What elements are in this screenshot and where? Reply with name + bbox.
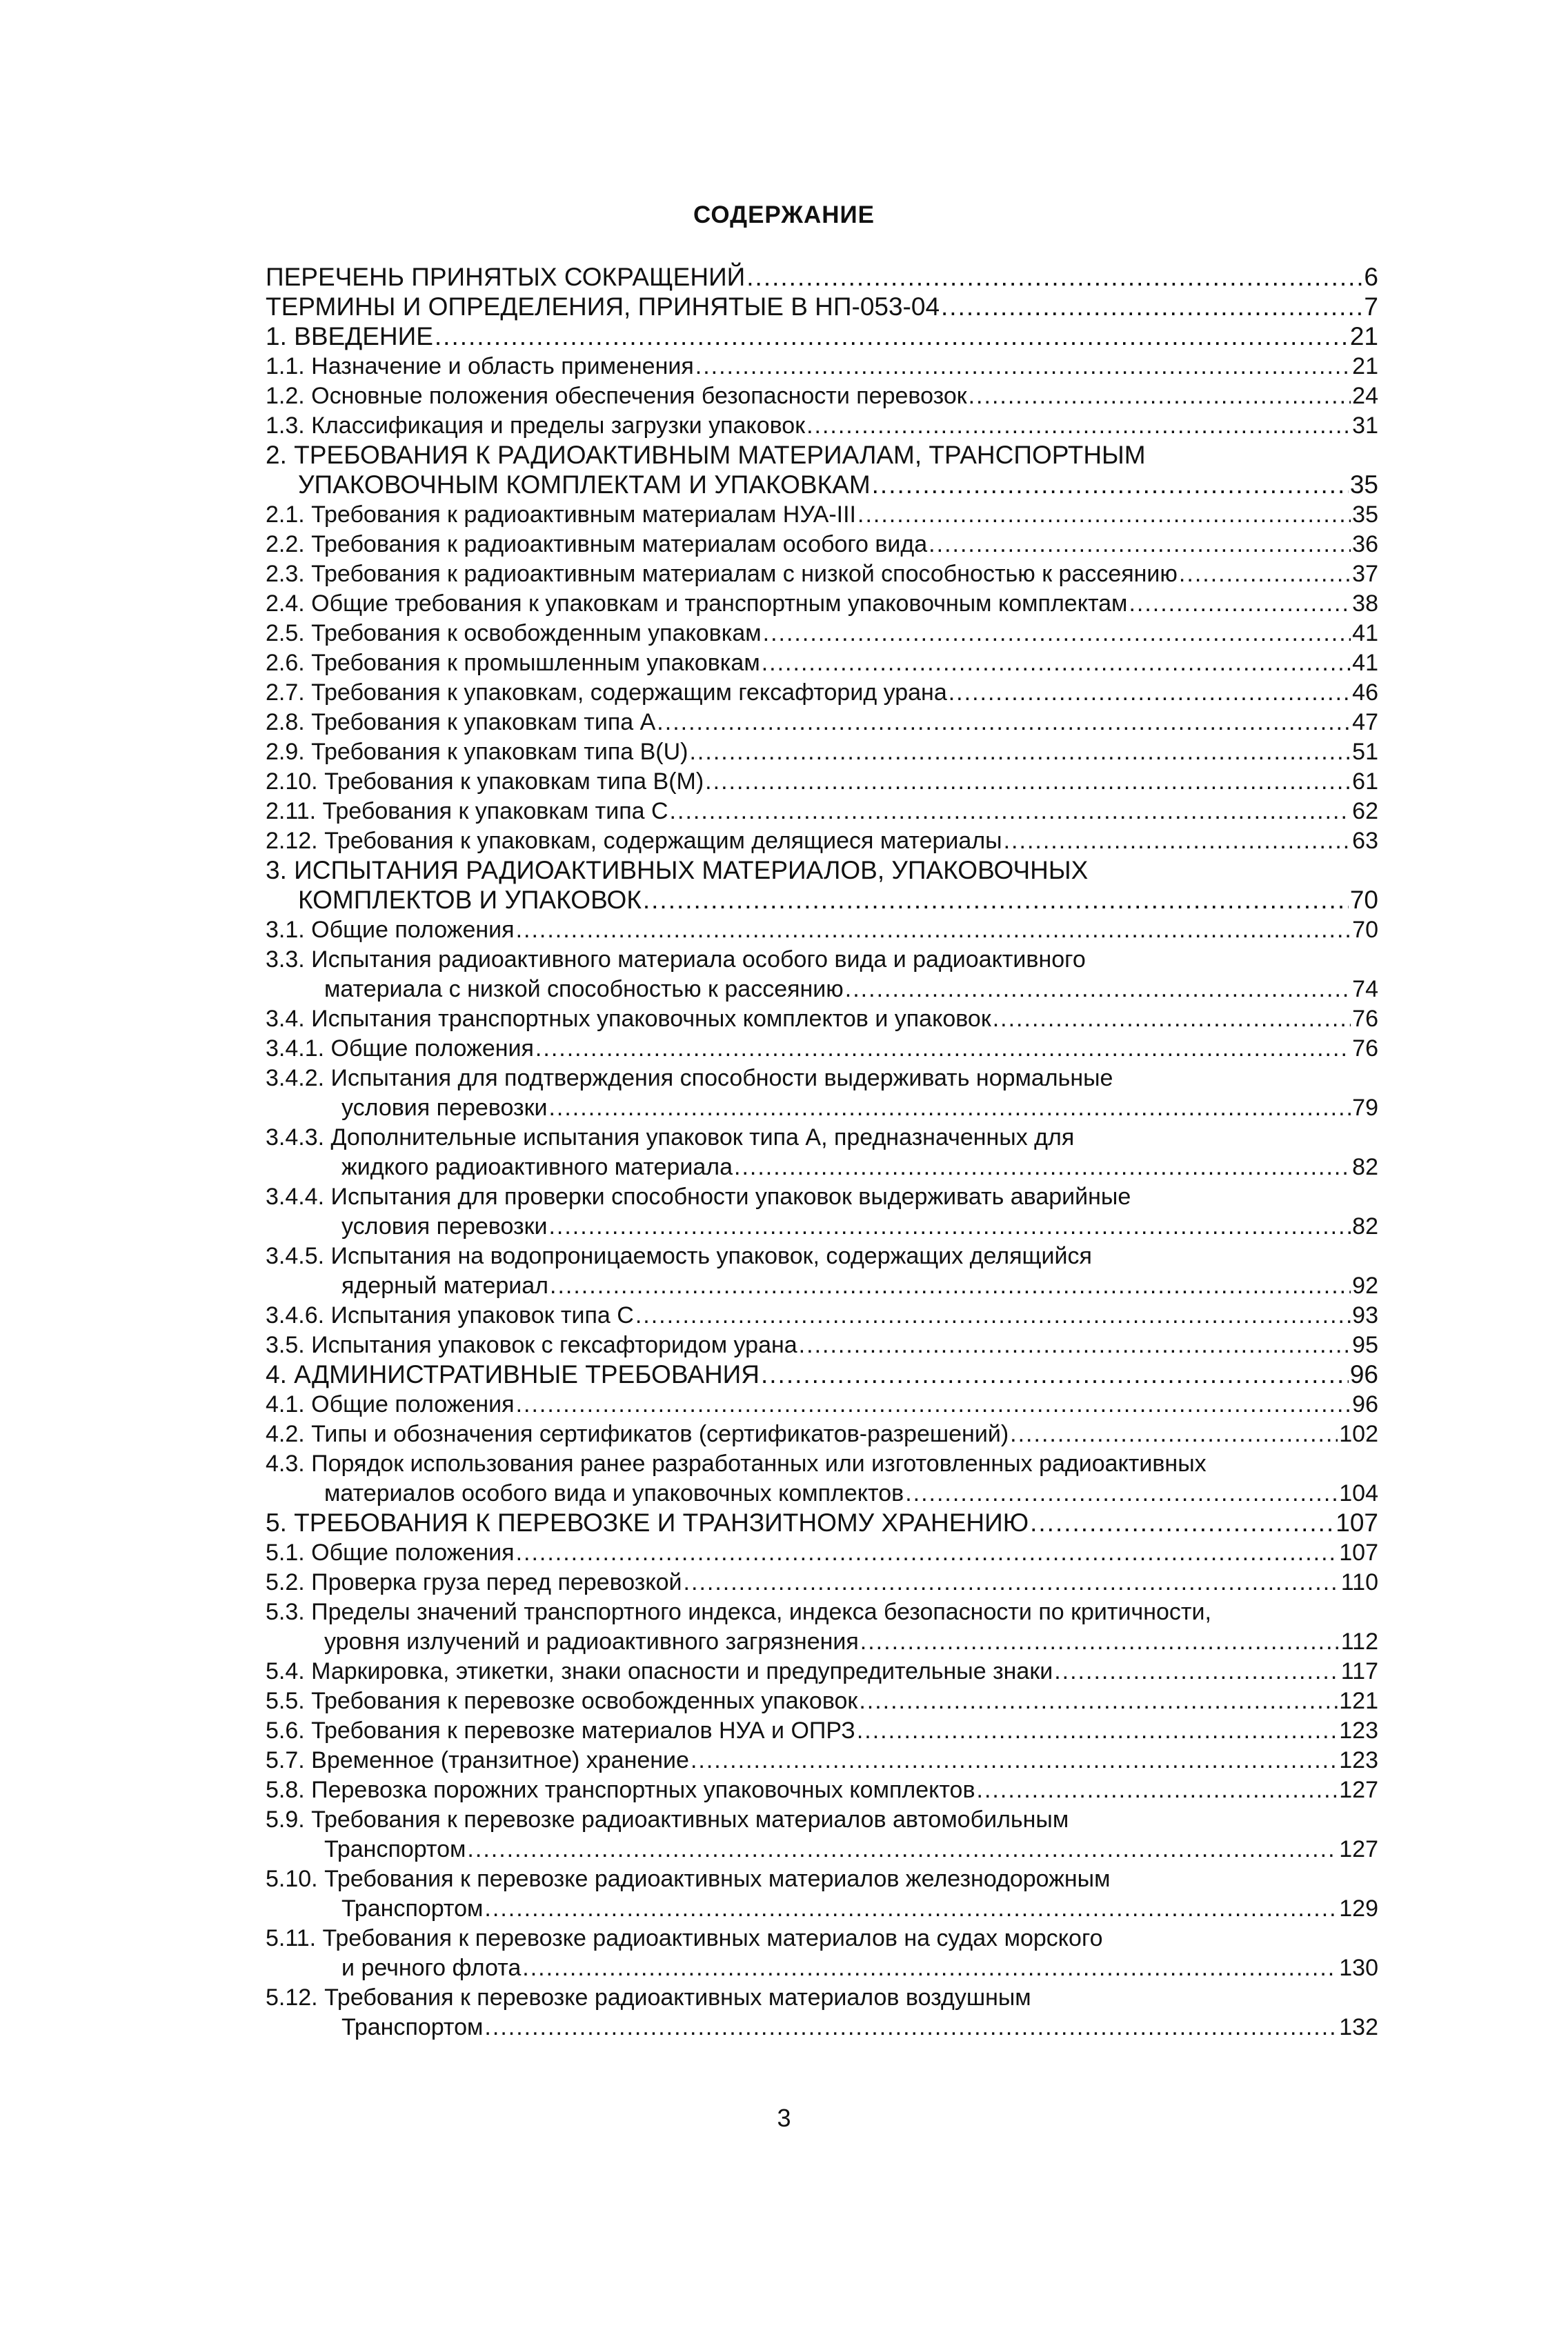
toc-entry	[341, 1211, 1378, 1242]
toc-entry-page: 24	[1352, 383, 1378, 409]
toc-dot-leader	[857, 499, 1351, 530]
toc-entry-title: 3.4.1. Общие положения	[266, 1035, 534, 1062]
toc-entry-title: условия перевозки	[341, 1095, 548, 1121]
toc-dot-leader	[872, 470, 1349, 500]
toc-entry	[266, 529, 1378, 559]
toc-entry	[266, 677, 1378, 708]
toc-entry	[266, 1537, 1378, 1568]
toc-entry-page: 7	[1364, 292, 1378, 321]
toc-entry	[266, 1864, 1111, 1894]
toc-entry	[266, 559, 1378, 589]
toc-entry-page: 37	[1352, 561, 1378, 587]
toc-entry-title: 5.9. Требования к перевозке радиоактивных материалов автомобильным	[266, 1806, 1069, 1833]
toc-entry-title: 5.10. Требования к перевозке радиоактивных материалов железнодорожным	[266, 1866, 1111, 1892]
toc-entry-title: 3. ИСПЫТАНИЯ РАДИОАКТИВНЫХ МАТЕРИАЛОВ, УПАКОВОЧНЫХ	[266, 856, 1089, 884]
toc-entry	[266, 1567, 1378, 1598]
toc-entry-title: 1.1. Назначение и область применения	[266, 353, 694, 379]
toc-entry-page: 96	[1349, 1360, 1378, 1389]
toc-entry	[266, 351, 1378, 381]
toc-dot-leader	[859, 1686, 1338, 1716]
toc-entry-title: 2.4. Общие требования к упаковкам и транспортным упаковочным комплектам	[266, 590, 1128, 617]
toc-dot-leader	[1054, 1656, 1340, 1686]
toc-entry-title: условия перевозки	[341, 1213, 548, 1240]
toc-entry	[298, 470, 1378, 500]
toc-dot-leader	[467, 1834, 1338, 1864]
toc-entry-page: 82	[1352, 1154, 1378, 1180]
toc-entry	[324, 1834, 1378, 1864]
toc-dot-leader	[1010, 1419, 1338, 1449]
toc-entry-title: 2.10. Требования к упаковкам типа В(М)	[266, 768, 704, 795]
toc-entry-title: 5.4. Маркировка, этикетки, знаки опасности и предупредительные знаки	[266, 1658, 1053, 1684]
toc-entry-page: 76	[1352, 1035, 1378, 1062]
toc-entry	[266, 1389, 1378, 1420]
toc-entry	[266, 1122, 1074, 1153]
toc-dot-leader	[550, 1271, 1351, 1301]
toc-entry-page: 47	[1352, 709, 1378, 735]
toc-entry-page: 96	[1352, 1391, 1378, 1417]
toc-entry-page: 21	[1352, 353, 1378, 379]
toc-entry-title: 2.9. Требования к упаковкам типа В(U)	[266, 739, 688, 765]
toc-dot-leader	[657, 707, 1351, 737]
toc-dot-leader	[969, 381, 1351, 411]
toc-entry-title: 5.8. Перевозка порожних транспортных упаковочных комплектов	[266, 1777, 975, 1803]
toc-dot-leader	[1129, 588, 1351, 619]
toc-dot-leader	[993, 1004, 1351, 1034]
toc-entry-page: 63	[1352, 828, 1378, 854]
toc-dot-leader	[761, 1360, 1349, 1390]
toc-dot-leader	[1004, 826, 1351, 856]
toc-entry	[341, 1953, 1378, 1983]
toc-entry-page: 117	[1340, 1658, 1378, 1684]
toc-dot-leader	[684, 1567, 1340, 1598]
toc-entry-page: 123	[1339, 1747, 1378, 1773]
toc-entry	[266, 707, 1378, 737]
toc-dot-leader	[845, 974, 1351, 1004]
toc-entry-title: 3.3. Испытания радиоактивного материала особого вида и радиоактивного	[266, 946, 1086, 973]
toc-entry-title: 2.7. Требования к упаковкам, содержащим гексафторид урана	[266, 679, 947, 706]
toc-dot-leader	[949, 677, 1351, 708]
toc-entry	[266, 410, 1378, 441]
toc-entry	[266, 648, 1378, 678]
toc-entry-title: 2.6. Требования к промышленным упаковкам	[266, 650, 760, 676]
toc-entry-title: 2. ТРЕБОВАНИЯ К РАДИОАКТИВНЫМ МАТЕРИАЛАМ, ТРАНСПОРТНЫМ	[266, 441, 1146, 469]
toc-entry	[266, 944, 1086, 975]
toc-entry	[324, 1626, 1378, 1657]
toc-dot-leader	[860, 1626, 1340, 1657]
toc-entry-title: 2.8. Требования к упаковкам типа А	[266, 709, 656, 735]
toc-entry	[266, 1330, 1378, 1360]
toc-dot-leader	[670, 796, 1351, 826]
toc-entry	[266, 915, 1378, 945]
toc-entry-page: 110	[1340, 1569, 1378, 1595]
toc-entry-page: 127	[1339, 1836, 1378, 1862]
toc-entry-page: 46	[1352, 679, 1378, 706]
toc-entry-page: 21	[1349, 322, 1378, 350]
toc-entry-title: 5.3. Пределы значений транспортного индекса, индекса безопасности по критичности,	[266, 1599, 1211, 1625]
toc-entry-page: 79	[1352, 1095, 1378, 1121]
toc-entry-page: 36	[1352, 531, 1378, 557]
toc-entry	[266, 1004, 1378, 1034]
toc-entry	[266, 321, 1378, 352]
toc-dot-leader	[806, 410, 1351, 441]
toc-entry	[324, 1478, 1378, 1509]
toc-entry-title: 5.6. Требования к перевозке материалов НУА и ОПРЗ	[266, 1718, 855, 1744]
toc-entry	[266, 1982, 1031, 2013]
toc-dot-leader	[643, 885, 1349, 915]
toc-entry-page: 41	[1352, 620, 1378, 646]
toc-entry	[341, 2012, 1378, 2042]
toc-entry	[266, 1686, 1378, 1716]
toc-entry-title: 3.4.2. Испытания для подтверждения способности выдерживать нормальные	[266, 1065, 1113, 1091]
toc-entry-title: 3.1. Общие положения	[266, 917, 515, 943]
toc-entry	[266, 1449, 1207, 1479]
toc-dot-leader	[857, 1715, 1338, 1746]
toc-entry-page: 35	[1352, 501, 1378, 528]
toc-entry-page: 107	[1339, 1540, 1378, 1566]
toc-entry-title: ТЕРМИНЫ И ОПРЕДЕЛЕНИЯ, ПРИНЯТЫЕ В НП-053-04	[266, 292, 940, 321]
toc-entry-page: 76	[1352, 1006, 1378, 1032]
toc-dot-leader	[535, 1033, 1351, 1064]
toc-dot-leader	[635, 1300, 1351, 1331]
toc-entry-page: 31	[1352, 412, 1378, 439]
toc-dot-leader	[516, 1537, 1338, 1568]
toc-entry-title: 2.5. Требования к освобожденным упаковкам	[266, 620, 762, 646]
toc-entry-page: 127	[1339, 1777, 1378, 1803]
toc-entry-title: 5.2. Проверка груза перед перевозкой	[266, 1569, 682, 1595]
toc-dot-leader	[516, 915, 1351, 945]
toc-entry-page: 123	[1339, 1718, 1378, 1744]
toc-entry-page: 6	[1364, 263, 1378, 291]
toc-entry-page: 107	[1336, 1509, 1378, 1537]
toc-entry	[266, 855, 1088, 886]
toc-entry	[266, 381, 1378, 411]
toc-dot-leader	[522, 1953, 1338, 1983]
toc-entry	[266, 1597, 1211, 1627]
toc-dot-leader	[734, 1152, 1351, 1182]
toc-entry	[266, 1715, 1378, 1746]
toc-entry-title: 5.1. Общие положения	[266, 1540, 515, 1566]
toc-entry-title: 2.12. Требования к упаковкам, содержащим делящиеся материалы	[266, 828, 1002, 854]
toc-entry-title: 2.3. Требования к радиоактивным материалам с низкой способностью к рассеянию	[266, 561, 1178, 587]
toc-entry-page: 112	[1340, 1629, 1378, 1655]
toc-entry-title: 3.4.6. Испытания упаковок типа С	[266, 1302, 634, 1328]
toc-entry	[266, 618, 1378, 648]
toc-entry	[266, 1360, 1378, 1390]
toc-entry-title: Транспортом	[324, 1836, 466, 1862]
toc-entry-page: 82	[1352, 1213, 1378, 1240]
toc-entry	[266, 1775, 1378, 1805]
toc-entry-title: УПАКОВОЧНЫМ КОМПЛЕКТАМ И УПАКОВКАМ	[298, 470, 871, 499]
toc-entry-title: 2.11. Требования к упаковкам типа С	[266, 798, 668, 824]
toc-entry-title: 5.7. Временное (транзитное) хранение	[266, 1747, 689, 1773]
toc-dot-leader	[548, 1093, 1351, 1123]
toc-entry	[266, 1063, 1113, 1093]
toc-entry-title: ПЕРЕЧЕНЬ ПРИНЯТЫХ СОКРАЩЕНИЙ	[266, 263, 746, 291]
toc-dot-leader	[435, 321, 1349, 352]
toc-dot-leader	[695, 351, 1351, 381]
page-title: СОДЕРЖАНИЕ	[693, 201, 875, 228]
toc-entry-page: 61	[1352, 768, 1378, 795]
toc-entry-title: 1.3. Классификация и пределы загрузки упаковок	[266, 412, 806, 439]
toc-entry-title: 1.2. Основные положения обеспечения безопасности перевозок	[266, 383, 967, 409]
toc-entry	[266, 440, 1146, 470]
toc-dot-leader	[762, 648, 1351, 678]
toc-dot-leader	[799, 1330, 1351, 1360]
toc-entry-page: 129	[1339, 1895, 1378, 1922]
toc-entry-title: Транспортом	[341, 2014, 484, 2040]
toc-entry-page: 130	[1339, 1955, 1378, 1981]
toc-entry	[266, 1804, 1069, 1835]
toc-entry	[266, 1923, 1103, 1953]
toc-dot-leader	[905, 1478, 1338, 1509]
toc-entry	[266, 1241, 1092, 1271]
toc-entry-page: 104	[1339, 1480, 1378, 1506]
toc-entry-title: 2.1. Требования к радиоактивным материалам НУА-III	[266, 501, 856, 528]
toc-dot-leader	[691, 1745, 1338, 1775]
toc-entry-title: уровня излучений и радиоактивного загрязнения	[324, 1629, 859, 1655]
toc-entry-page: 38	[1352, 590, 1378, 617]
toc-dot-leader	[484, 1893, 1338, 1924]
toc-entry	[266, 499, 1378, 530]
toc-dot-leader	[929, 529, 1351, 559]
toc-entry-page: 35	[1349, 470, 1378, 499]
toc-entry-title: 2.2. Требования к радиоактивным материалам особого вида	[266, 531, 928, 557]
toc-entry	[341, 1093, 1378, 1123]
toc-entry-title: жидкого радиоактивного материала	[341, 1154, 733, 1180]
toc-entry	[266, 766, 1378, 797]
toc-entry	[266, 1745, 1378, 1775]
toc-entry	[266, 737, 1378, 767]
toc-entry	[266, 826, 1378, 856]
toc-entry	[266, 1300, 1378, 1331]
toc-entry-page: 70	[1349, 886, 1378, 914]
toc-entry	[266, 1508, 1378, 1538]
toc-entry-title: ядерный материал	[341, 1273, 549, 1299]
toc-dot-leader	[746, 262, 1362, 292]
toc-entry-title: 4.2. Типы и обозначения сертификатов (сертификатов-разрешений)	[266, 1421, 1009, 1447]
toc-entry-page: 92	[1352, 1273, 1378, 1299]
toc-dot-leader	[1179, 559, 1351, 589]
toc-entry-title: 3.5. Испытания упаковок с гексафторидом урана	[266, 1332, 797, 1358]
toc-entry-page: 132	[1339, 2014, 1378, 2040]
toc-entry-title: 3.4.3. Дополнительные испытания упаковок типа А, предназначенных для	[266, 1124, 1075, 1151]
page-number: 3	[777, 2104, 791, 2132]
toc-entry	[266, 1182, 1131, 1212]
toc-dot-leader	[689, 737, 1351, 767]
toc-entry-title: 4.3. Порядок использования ранее разработанных или изготовленных радиоактивных	[266, 1451, 1207, 1477]
toc-entry-title: 1. ВВЕДЕНИЕ	[266, 322, 433, 350]
toc-entry	[341, 1152, 1378, 1182]
toc-entry	[266, 796, 1378, 826]
toc-entry-title: 3.4.4. Испытания для проверки способности упаковок выдерживать аварийные	[266, 1184, 1131, 1210]
toc-entry-page: 95	[1352, 1332, 1378, 1358]
toc-entry-title: и речного флота	[341, 1955, 522, 1981]
toc-entry-title: 5. ТРЕБОВАНИЯ К ПЕРЕВОЗКЕ И ТРАНЗИТНОМУ ХРАНЕНИЮ	[266, 1509, 1029, 1537]
toc-entry-title: 5.5. Требования к перевозке освобожденных упаковок	[266, 1688, 858, 1714]
toc-entry	[324, 974, 1378, 1004]
toc-entry-page: 121	[1339, 1688, 1378, 1714]
toc-entry	[266, 292, 1378, 322]
toc-entry	[266, 1419, 1378, 1449]
toc-dot-leader	[484, 2012, 1338, 2042]
toc-entry	[266, 1656, 1378, 1686]
toc-entry-title: 4. АДМИНИСТРАТИВНЫЕ ТРЕБОВАНИЯ	[266, 1360, 760, 1389]
toc-entry	[341, 1271, 1378, 1301]
toc-entry-title: 3.4. Испытания транспортных упаковочных комплектов и упаковок	[266, 1006, 991, 1032]
toc-entry-page: 102	[1339, 1421, 1378, 1447]
toc-entry-page: 74	[1352, 976, 1378, 1002]
toc-dot-leader	[763, 618, 1351, 648]
toc-entry-title: материалов особого вида и упаковочных комплектов	[324, 1480, 904, 1506]
toc-dot-leader	[977, 1775, 1338, 1805]
toc-entry	[341, 1893, 1378, 1924]
toc-entry-title: КОМПЛЕКТОВ И УПАКОВОК	[298, 886, 642, 914]
toc-entry-title: материала с низкой способностью к рассеянию	[324, 976, 844, 1002]
toc-entry-title: 5.12. Требования к перевозке радиоактивных материалов воздушным	[266, 1984, 1031, 2011]
toc-entry-page: 41	[1352, 650, 1378, 676]
toc-entry-page: 70	[1352, 917, 1378, 943]
toc-entry-title: 3.4.5. Испытания на водопроницаемость упаковок, содержащих делящийся	[266, 1243, 1092, 1269]
toc-entry-page: 62	[1352, 798, 1378, 824]
toc-entry	[266, 262, 1378, 292]
toc-dot-leader	[1030, 1508, 1334, 1538]
toc-entry-title: 5.11. Требования к перевозке радиоактивных материалов на судах морского	[266, 1925, 1103, 1951]
toc-entry-title: Транспортом	[341, 1895, 484, 1922]
toc-entry-page: 93	[1352, 1302, 1378, 1328]
toc-entry-page: 51	[1352, 739, 1378, 765]
toc-entry-title: 4.1. Общие положения	[266, 1391, 515, 1417]
toc-dot-leader	[516, 1389, 1351, 1420]
toc-dot-leader	[941, 292, 1362, 322]
toc-entry	[266, 1033, 1378, 1064]
toc-dot-leader	[705, 766, 1351, 797]
toc-entry	[298, 885, 1378, 915]
toc-dot-leader	[548, 1211, 1351, 1242]
toc-entry	[266, 588, 1378, 619]
